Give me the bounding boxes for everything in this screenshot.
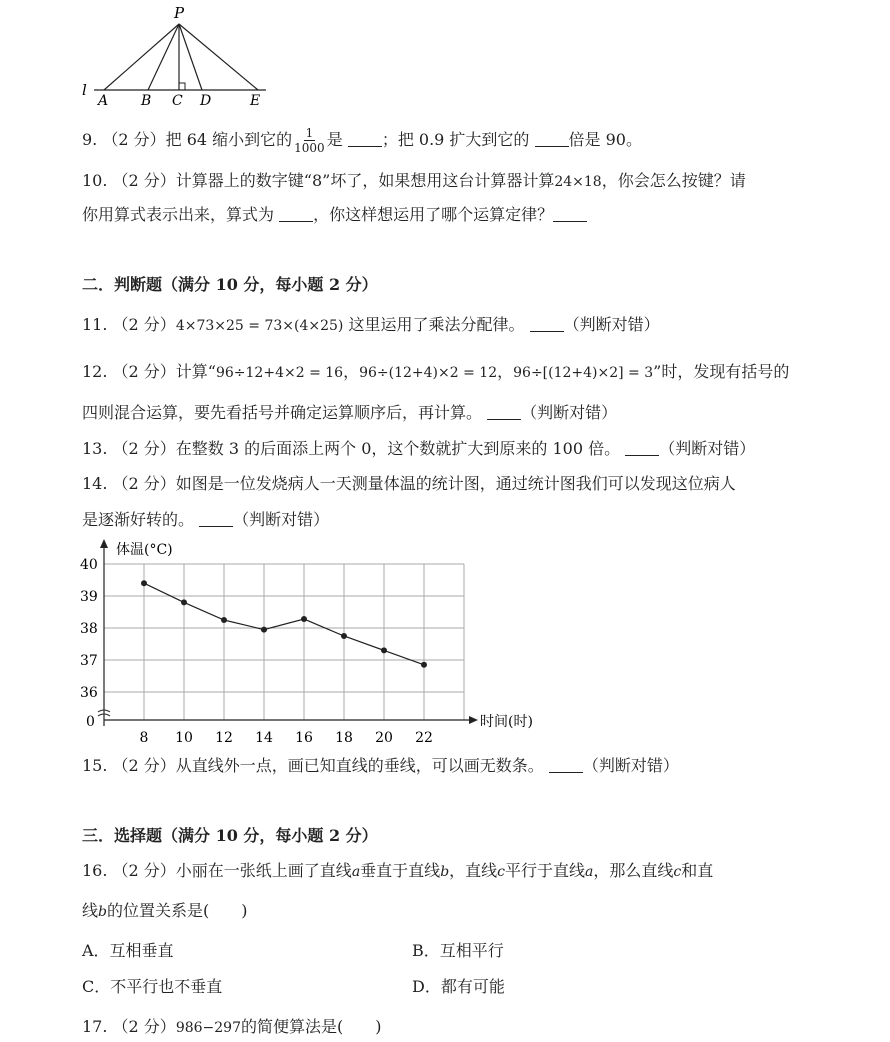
data-point <box>341 633 347 639</box>
q15-text: 15. （2 分）从直线外一点，画已知直线的垂线，可以画无数条。 <box>82 756 544 775</box>
q14-suffix: （判断对错） <box>233 510 330 529</box>
label-a: A <box>98 93 109 106</box>
x-tick-label: 10 <box>175 730 193 746</box>
q16-var-a-2: a <box>585 864 594 880</box>
q16-p2: 垂直于直线 <box>360 861 441 880</box>
q11-suffix: （判断对错） <box>563 315 660 334</box>
question-9 <box>82 126 642 155</box>
q12-line2: 四则混合运算，要先看括号并确定运算顺序后，再计算。 <box>82 403 483 422</box>
q17-prefix: 17. （2 分） <box>82 1017 176 1036</box>
x-tick-label: 22 <box>415 730 433 746</box>
x-tick-label: 18 <box>335 730 353 746</box>
data-point <box>141 580 147 586</box>
question-15 <box>82 755 679 777</box>
q12-expr-3: 96÷[(12+4)×2] = 3 <box>513 365 654 381</box>
label-p: P <box>174 4 185 22</box>
y-tick-label: 40 <box>80 557 98 573</box>
q12-expr-1: 96÷12+4×2 = 16 <box>215 365 344 381</box>
q16-option-b[interactable]: B．互相平行 <box>412 941 504 960</box>
q11-expr: 4×73×25 = 73×(4×25) <box>175 318 344 334</box>
q10-blank-1[interactable] <box>279 205 313 222</box>
chart-grid <box>104 564 464 720</box>
q16-p3: ，直线 <box>449 861 498 880</box>
chart-axes <box>98 539 478 726</box>
q16-paren[interactable]: ( ) <box>203 901 248 920</box>
question-14-line-1: 14. （2 分）如图是一位发烧病人一天测量体温的统计图，通过统计图我们可以发现这位病人 <box>82 474 736 493</box>
q11-blank[interactable] <box>530 315 564 332</box>
q11-prefix: 11. （2 分） <box>82 315 176 334</box>
x-tick-label: 12 <box>215 730 233 746</box>
y-tick-label: 36 <box>80 685 98 701</box>
q9-blank-2[interactable] <box>535 130 569 147</box>
q12-expr-2: 96÷(12+4)×2 = 12 <box>359 365 498 381</box>
q9-suffix: 倍是 90。 <box>568 130 642 149</box>
q15-blank[interactable] <box>549 756 583 773</box>
segment-pa <box>104 24 179 90</box>
q9-mid: 是 <box>326 130 343 149</box>
q12-sep-1: ， <box>343 362 360 381</box>
geometry-figure <box>78 4 278 106</box>
label-b: B <box>141 93 152 106</box>
section-2-title: 二．判断题（满分 10 分，每小题 2 分） <box>82 275 378 294</box>
q16-line2-p2: 的位置关系是 <box>106 901 203 920</box>
x-axis-label: 时间(时) <box>480 714 533 730</box>
q16-var-a: a <box>351 864 361 880</box>
x-tick-label: 8 <box>139 730 149 746</box>
segment-pb <box>148 24 179 90</box>
q16-var-b: b <box>440 864 450 880</box>
question-13 <box>82 438 755 460</box>
q10-line1-prefix: 10. （2 分）计算器上的数字键“8”坏了，如果想用这台计算器计算 <box>82 171 555 190</box>
question-16-line-2 <box>82 900 248 923</box>
q16-var-b-2: b <box>98 904 107 920</box>
label-l: l <box>82 81 87 99</box>
q12-suffix: （判断对错） <box>521 403 618 422</box>
q13-text: 13. （2 分）在整数 3 的后面添上两个 0，这个数就扩大到原来的 100 倍。 <box>82 439 621 458</box>
y-zero-label: 0 <box>86 714 95 730</box>
q9-frac-den: 1000 <box>294 141 325 155</box>
q16-var-c: c <box>497 864 506 880</box>
q16-p1: 16. （2 分）小丽在一张纸上画了直线 <box>82 861 352 880</box>
q16-line2-p1: 线 <box>82 901 99 920</box>
question-16-line-1 <box>82 860 713 883</box>
y-tick-label: 38 <box>80 621 98 637</box>
q17-paren[interactable]: ( ) <box>337 1017 382 1036</box>
question-12-line-2 <box>82 402 617 424</box>
data-point <box>221 617 227 623</box>
question-17 <box>82 1016 382 1039</box>
label-e: E <box>250 93 261 106</box>
q10-line2-prefix: 你用算式表示出来，算式为 <box>82 205 275 224</box>
q9-blank-1[interactable] <box>348 130 382 147</box>
data-point <box>421 662 427 668</box>
right-angle-mark <box>179 83 185 90</box>
q16-p4: 平行于直线 <box>505 861 586 880</box>
x-tick-label: 14 <box>255 730 273 746</box>
question-12-line-1 <box>82 361 789 384</box>
q12-sep-2: ， <box>497 362 514 381</box>
q13-suffix: （判断对错） <box>659 439 756 458</box>
q16-option-d[interactable]: D．都有可能 <box>412 977 505 996</box>
q11-mid: 这里运用了乘法分配律。 <box>343 315 525 334</box>
question-10-line-2 <box>82 204 587 226</box>
y-tick-label: 37 <box>80 653 98 669</box>
x-tick-labels <box>140 730 433 746</box>
y-axis-label: 体温(°C) <box>116 542 173 558</box>
y-axis-arrow <box>100 539 108 548</box>
q17-expr: 986−297 <box>175 1020 241 1036</box>
data-point <box>381 647 387 653</box>
q15-suffix: （判断对错） <box>582 756 679 775</box>
q13-blank[interactable] <box>625 439 659 456</box>
q9-frac-num: 1 <box>305 126 314 140</box>
q16-p5: ，那么直线 <box>593 861 674 880</box>
q12-blank[interactable] <box>487 403 521 420</box>
q14-blank[interactable] <box>199 510 233 527</box>
q9-fraction <box>294 126 325 155</box>
y-tick-label: 39 <box>80 589 98 605</box>
q10-line2-mid: ，你这样想运用了哪个运算定律？ <box>313 205 554 224</box>
q14-line2: 是逐渐好转的。 <box>82 510 195 529</box>
section-3-title: 三．选择题（满分 10 分，每小题 2 分） <box>82 826 378 845</box>
temperature-line-chart <box>72 536 552 748</box>
q16-var-c-2: c <box>673 864 682 880</box>
label-d: D <box>200 93 212 106</box>
q9-prefix: 9. （2 分）把 64 缩小到它的 <box>82 130 293 149</box>
q17-suffix: 的简便算法是 <box>241 1017 338 1036</box>
q12-prefix: 12. （2 分）计算“ <box>82 362 216 381</box>
y-tick-labels <box>80 557 98 701</box>
question-14-line-2 <box>82 509 329 531</box>
question-11 <box>82 314 660 337</box>
label-c: C <box>172 93 183 106</box>
q10-expr: 24×18 <box>554 174 602 190</box>
data-point <box>301 616 307 622</box>
x-axis-arrow <box>469 716 478 724</box>
data-point <box>181 599 187 605</box>
q12-line1-suffix: ”时，发现有括号的 <box>653 362 790 381</box>
q16-p6: 和直 <box>681 861 714 880</box>
q9-mid2: ；把 0.9 扩大到它的 <box>381 130 530 149</box>
data-point <box>261 627 267 633</box>
q10-line1-suffix: ，你会怎么按键？请 <box>601 171 746 190</box>
q16-option-c[interactable]: C．不平行也不垂直 <box>82 977 223 996</box>
x-tick-label: 16 <box>295 730 313 746</box>
q16-option-a[interactable]: A．互相垂直 <box>82 941 174 960</box>
question-10-line-1 <box>82 170 746 193</box>
q10-blank-2[interactable] <box>553 205 587 222</box>
x-tick-label: 20 <box>375 730 393 746</box>
